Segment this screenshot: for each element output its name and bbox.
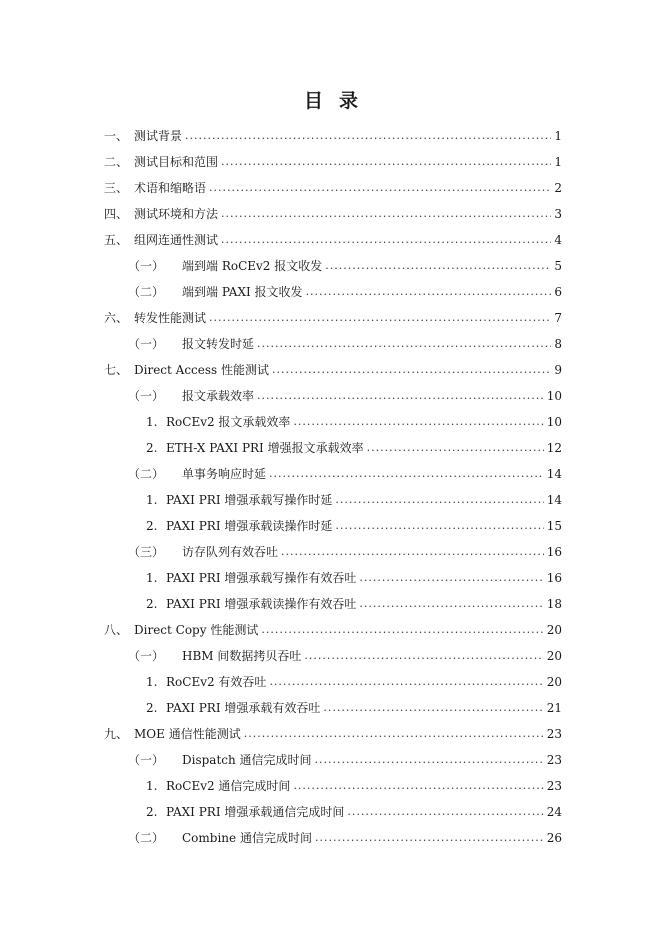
toc-entry-number: （一） <box>128 259 165 273</box>
toc-entry[interactable] <box>104 273 562 299</box>
toc-entry[interactable] <box>104 793 562 819</box>
toc-entry-page-number: 15 <box>546 519 562 533</box>
toc-entry-page-number: 3 <box>554 207 562 221</box>
toc-entry-number: 一、 <box>104 129 129 143</box>
toc-entry-label: 测试背景 <box>134 129 183 143</box>
toc-entry[interactable] <box>104 429 562 455</box>
toc-entry-number: 2. <box>146 701 158 715</box>
toc-entry-label: PAXI PRI 增强承载写操作有效吞吐 <box>166 571 357 585</box>
toc-entry-page-number: 10 <box>546 389 562 403</box>
toc-entry-number: 五、 <box>104 233 129 247</box>
toc-leader-dots <box>367 441 544 455</box>
toc-leader-dots <box>315 831 544 845</box>
toc-entry-page-number: 1 <box>554 155 562 169</box>
toc-entry-label: MOE 通信性能测试 <box>134 727 241 741</box>
toc-leader-dots <box>261 623 543 637</box>
toc-entry[interactable] <box>104 767 562 793</box>
toc-leader-dots <box>257 389 544 403</box>
toc-leader-dots <box>347 805 543 819</box>
toc-entry[interactable] <box>104 169 562 195</box>
toc-entry-page-number: 20 <box>546 623 562 637</box>
toc-entry[interactable] <box>104 689 562 715</box>
toc-entry-number: 二、 <box>104 155 129 169</box>
toc-entry-label: RoCEv2 报文承载效率 <box>166 415 291 429</box>
toc-entry-page-number: 16 <box>546 571 562 585</box>
toc-entry-label: Direct Access 性能测试 <box>134 363 269 377</box>
toc-entry-number: 三、 <box>104 181 129 195</box>
toc-leader-dots <box>269 467 544 481</box>
toc-entry-number: （一） <box>128 649 165 663</box>
toc-leader-dots <box>325 259 551 273</box>
toc-entry-number: 七、 <box>104 363 129 377</box>
toc-entry-label: RoCEv2 有效吞吐 <box>166 675 267 689</box>
toc-entry-number: 1. <box>146 779 158 793</box>
toc-entry-label: 组网连通性测试 <box>134 233 219 247</box>
toc-entry-page-number: 18 <box>546 597 562 611</box>
toc-entry[interactable] <box>104 377 562 403</box>
toc-leader-dots <box>335 519 543 533</box>
toc-entry-number: 2. <box>146 805 158 819</box>
toc-entry-page-number: 23 <box>546 727 562 741</box>
toc-entry[interactable] <box>104 455 562 481</box>
toc-entry-page-number: 8 <box>554 337 562 351</box>
toc-entry-number: （二） <box>128 285 165 299</box>
toc-entry-number: （一） <box>128 753 165 767</box>
toc-entry[interactable] <box>104 221 562 247</box>
toc-leader-dots <box>209 181 551 195</box>
toc-entry-label: 单事务响应时延 <box>182 467 267 481</box>
toc-entry-number: 1. <box>146 675 158 689</box>
toc-entry-page-number: 23 <box>546 753 562 767</box>
toc-entry-page-number: 12 <box>546 441 562 455</box>
toc-leader-dots <box>293 779 543 793</box>
toc-entry-number: 2. <box>146 519 158 533</box>
toc-entry[interactable] <box>104 741 562 767</box>
toc-entry-label: Direct Copy 性能测试 <box>134 623 259 637</box>
toc-entry-page-number: 14 <box>546 467 562 481</box>
toc-entry-label: RoCEv2 通信完成时间 <box>166 779 291 793</box>
toc-entry-number: 六、 <box>104 311 129 325</box>
toc-entry-page-number: 20 <box>546 649 562 663</box>
toc-entry-label: 测试环境和方法 <box>134 207 219 221</box>
toc-entry-page-number: 24 <box>546 805 562 819</box>
toc-leader-dots <box>257 337 551 351</box>
toc-entry-page-number: 26 <box>546 831 562 845</box>
toc-entry-label: PAXI PRI 增强承载写操作时延 <box>166 493 333 507</box>
toc-entry[interactable] <box>104 403 562 429</box>
toc-entry-page-number: 16 <box>546 545 562 559</box>
toc-entry[interactable] <box>104 351 562 377</box>
toc-entry-label: PAXI PRI 增强承载读操作有效吞吐 <box>166 597 357 611</box>
toc-entry-page-number: 14 <box>546 493 562 507</box>
toc-entry[interactable] <box>104 143 562 169</box>
toc-entry[interactable] <box>104 195 562 221</box>
toc-entry-label: Dispatch 通信完成时间 <box>182 753 312 767</box>
toc-entry[interactable] <box>104 533 562 559</box>
toc-entry-label: HBM 间数据拷贝吞吐 <box>182 649 302 663</box>
toc-entry-page-number: 10 <box>546 415 562 429</box>
toc-entry-page-number: 4 <box>554 233 562 247</box>
toc-entry-number: 1. <box>146 571 158 585</box>
toc-entry[interactable] <box>104 325 562 351</box>
toc-leader-dots <box>281 545 544 559</box>
toc-entry-number: （一） <box>128 337 165 351</box>
toc-entry[interactable] <box>104 507 562 533</box>
toc-entry-number: 1. <box>146 493 158 507</box>
toc-entry-label: 测试目标和范围 <box>134 155 219 169</box>
toc-entry-page-number: 23 <box>546 779 562 793</box>
title-char-1: 目 <box>303 90 323 112</box>
toc-entry-label: PAXI PRI 增强承载读操作时延 <box>166 519 333 533</box>
page-title <box>0 86 662 113</box>
toc-entry[interactable] <box>104 247 562 273</box>
toc-leader-dots <box>272 363 551 377</box>
toc-entry-number: （一） <box>128 389 165 403</box>
toc-entry-label: 术语和缩略语 <box>134 181 207 195</box>
toc-leader-dots <box>244 727 544 741</box>
toc-entry-page-number: 1 <box>554 129 562 143</box>
toc-entry-number: （二） <box>128 467 165 481</box>
toc-entry[interactable] <box>104 819 562 845</box>
toc-entry-label: Combine 通信完成时间 <box>182 831 312 845</box>
toc-entry[interactable] <box>104 299 562 325</box>
toc-entry-label: 报文转发时延 <box>182 337 255 351</box>
toc-entry-page-number: 9 <box>554 363 562 377</box>
toc-entry-number: 1. <box>146 415 158 429</box>
toc-leader-dots <box>185 129 551 143</box>
toc-leader-dots <box>293 415 543 429</box>
toc-entry-number: （三） <box>128 545 165 559</box>
toc-entry-label: 访存队列有效吞吐 <box>182 545 279 559</box>
toc-leader-dots <box>359 571 543 585</box>
toc-entry-page-number: 5 <box>554 259 562 273</box>
toc-entry-label: PAXI PRI 增强承载有效吞吐 <box>166 701 321 715</box>
title-char-2: 录 <box>339 90 359 112</box>
toc-leader-dots <box>304 649 543 663</box>
toc-entry-number: 九、 <box>104 727 129 741</box>
toc-entry-label: PAXI PRI 增强承载通信完成时间 <box>166 805 345 819</box>
toc-leader-dots <box>315 753 544 767</box>
toc-entry[interactable] <box>104 637 562 663</box>
toc-entry-number: 2. <box>146 597 158 611</box>
toc-entry[interactable] <box>104 559 562 585</box>
toc-entry-number: 四、 <box>104 207 129 221</box>
toc-entry[interactable] <box>104 481 562 507</box>
toc-entry-page-number: 2 <box>554 181 562 195</box>
toc-leader-dots <box>335 493 543 507</box>
toc-leader-dots <box>221 207 551 221</box>
toc-entry-page-number: 20 <box>546 675 562 689</box>
toc-entry-label: 报文承载效率 <box>182 389 255 403</box>
toc-entry[interactable] <box>104 715 562 741</box>
toc-entry-label: 端到端 PAXI 报文收发 <box>182 285 303 299</box>
toc-leader-dots <box>269 675 543 689</box>
toc-leader-dots <box>359 597 543 611</box>
table-of-contents <box>104 117 562 845</box>
toc-leader-dots <box>323 701 543 715</box>
toc-entry-page-number: 7 <box>554 311 562 325</box>
toc-entry-label: 转发性能测试 <box>134 311 207 325</box>
toc-entry-label: 端到端 RoCEv2 报文收发 <box>182 259 323 273</box>
toc-leader-dots <box>209 311 551 325</box>
toc-entry-number: 2. <box>146 441 158 455</box>
toc-entry-number: （二） <box>128 831 165 845</box>
toc-entry-page-number: 6 <box>554 285 562 299</box>
toc-leader-dots <box>306 285 551 299</box>
toc-entry-number: 八、 <box>104 623 129 637</box>
toc-entry-label: ETH-X PAXI PRI 增强报文承载效率 <box>166 441 364 455</box>
toc-leader-dots <box>221 155 551 169</box>
toc-entry[interactable] <box>104 117 562 143</box>
toc-entry[interactable] <box>104 663 562 689</box>
toc-entry[interactable] <box>104 611 562 637</box>
toc-entry[interactable] <box>104 585 562 611</box>
toc-leader-dots <box>221 233 551 247</box>
toc-entry-page-number: 21 <box>546 701 562 715</box>
